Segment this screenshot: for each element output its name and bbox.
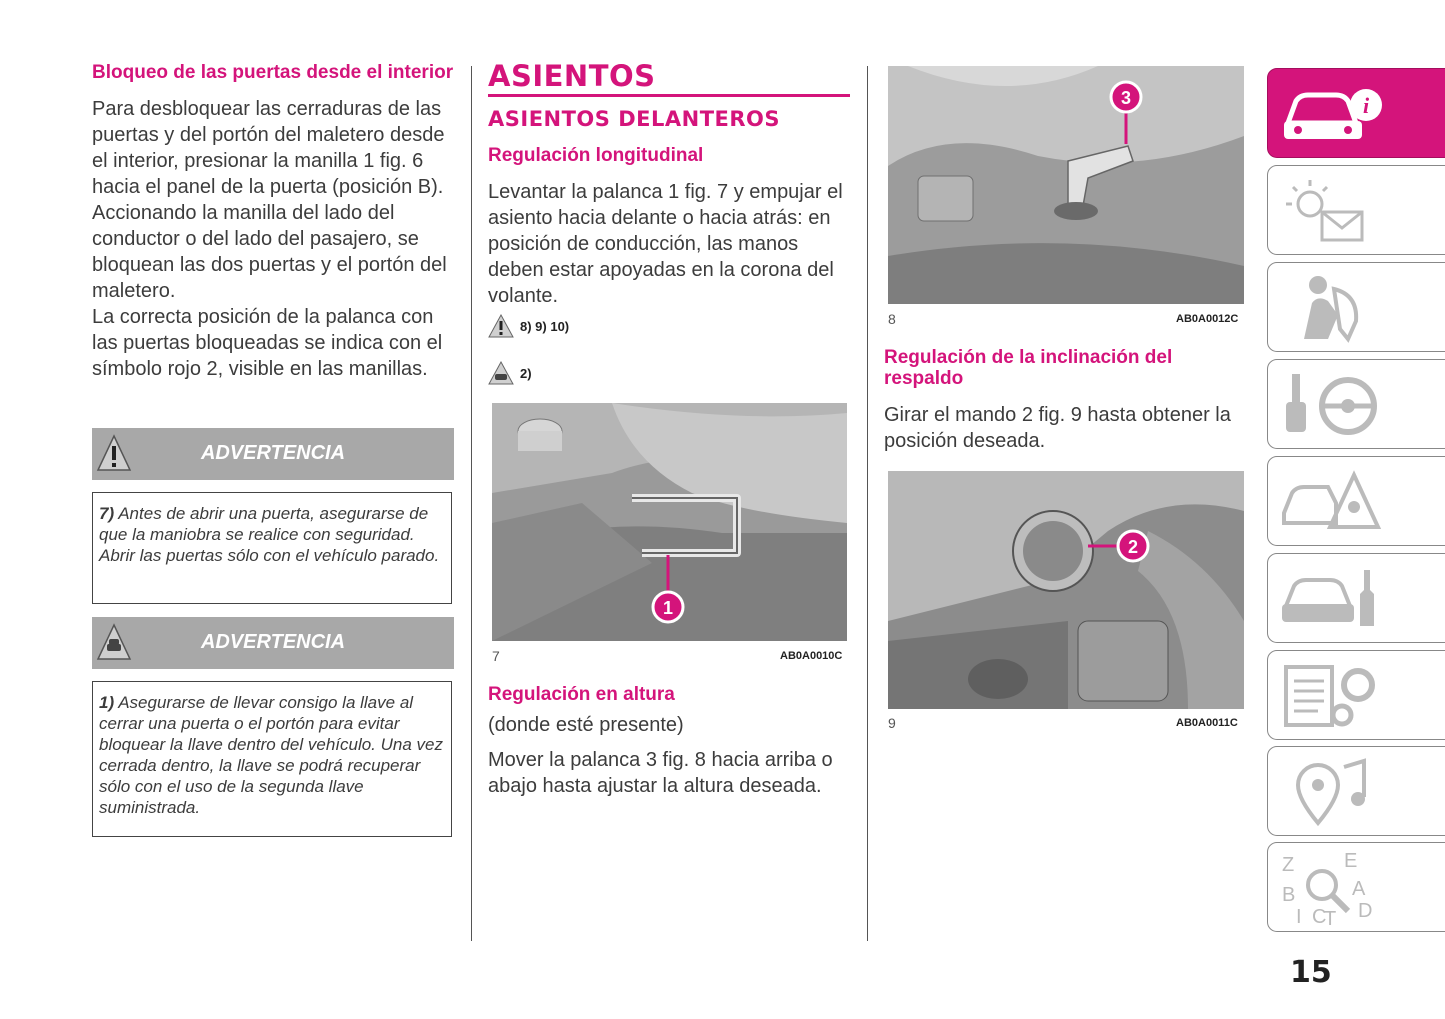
warning-text: Asegurarse de llevar consigo la llave al cerrar una puerta o el portón para evitar bloquear la llave dentro del vehículo. Una vez cerrada dentro, la llave se podrá recuperar sólo con el uso de la segunda llave suministrada. bbox=[99, 693, 443, 817]
environment-references bbox=[488, 361, 532, 385]
recline-knob-illustration bbox=[888, 471, 1244, 709]
section-title: ASIENTOS DELANTEROS bbox=[488, 107, 781, 131]
figure-callout: 2 bbox=[1127, 537, 1139, 557]
warning-title: ADVERTENCIA bbox=[200, 631, 346, 653]
reference-numbers: 2) bbox=[520, 365, 532, 381]
emergency-icon bbox=[1278, 463, 1388, 539]
figure-7-image bbox=[492, 403, 847, 641]
tab-emergency[interactable] bbox=[1267, 456, 1445, 546]
column-divider bbox=[867, 66, 868, 941]
tab-driving[interactable] bbox=[1267, 359, 1445, 449]
note: (donde esté presente) bbox=[488, 714, 684, 736]
safety-icon bbox=[1278, 269, 1388, 345]
figure-code: AB0A0011C bbox=[1176, 717, 1238, 729]
tab-car-info[interactable] bbox=[1267, 68, 1445, 158]
figure-number: 9 bbox=[888, 715, 896, 731]
maintenance-icon bbox=[1278, 560, 1388, 636]
page-number: 15 bbox=[1290, 955, 1332, 990]
environment-warning-icon bbox=[488, 361, 514, 385]
warning-number: 7) bbox=[99, 504, 115, 523]
figure-callout: 1 bbox=[662, 598, 674, 618]
column-2-lower bbox=[488, 684, 850, 799]
tab-index[interactable] bbox=[1267, 842, 1445, 932]
section-heading-recline: Regulación de la inclinación del respaldo bbox=[884, 347, 1173, 389]
svg-text:B: B bbox=[1282, 884, 1296, 906]
svg-text:A: A bbox=[1352, 878, 1366, 900]
driving-icon bbox=[1278, 366, 1388, 442]
tab-safety[interactable] bbox=[1267, 262, 1445, 352]
svg-text:I: I bbox=[1296, 906, 1302, 925]
figure-code: AB0A0010C bbox=[780, 650, 843, 662]
svg-text:C: C bbox=[1312, 906, 1327, 925]
seat-height-lever-illustration bbox=[888, 66, 1244, 304]
section-heading-door-lock: Bloqueo de las puertas desde el interior bbox=[92, 62, 454, 83]
column-2 bbox=[488, 60, 850, 309]
warning-box-2 bbox=[92, 681, 452, 837]
warning-box-1 bbox=[92, 492, 452, 604]
tab-specs[interactable] bbox=[1267, 650, 1445, 740]
reference-numbers: 8) 9) 10) bbox=[520, 318, 570, 334]
warning-number: 1) bbox=[99, 693, 115, 712]
warning-bar-1 bbox=[92, 428, 454, 480]
lights-icon bbox=[1278, 172, 1388, 248]
title-rule bbox=[488, 94, 850, 97]
paragraph: Para desbloquear las cerraduras de las puertas y del portón del maletero desde el interior, presionar la manilla 1 fig. 6 hacia el panel de la puerta (posición B). Accionando la manilla del lado del conductor o del lado del pasajero, se bloquean las dos puertas y el portón del maletero. bbox=[92, 98, 447, 302]
warning-triangle-icon bbox=[488, 314, 514, 338]
section-heading-height: Regulación en altura bbox=[488, 684, 675, 705]
figure-callout: 3 bbox=[1120, 88, 1132, 108]
svg-text:i: i bbox=[1362, 93, 1370, 118]
figure-9-image bbox=[888, 471, 1244, 709]
tab-lights[interactable] bbox=[1267, 165, 1445, 255]
warning-bar-2 bbox=[92, 617, 454, 669]
svg-text:E: E bbox=[1344, 850, 1358, 872]
column-divider bbox=[471, 66, 472, 941]
warning-title: ADVERTENCIA bbox=[200, 442, 346, 464]
figure-8-image bbox=[888, 66, 1244, 304]
section-heading-longitudinal: Regulación longitudinal bbox=[488, 145, 704, 166]
paragraph: Levantar la palanca 1 fig. 7 y empujar el asiento hacia delante o hacia atrás: en posición de conducción, las manos deben estar apoyadas en la corona del volante. bbox=[488, 181, 843, 307]
svg-text:T: T bbox=[1324, 908, 1337, 925]
index-icon bbox=[1278, 849, 1388, 925]
figure-number: 7 bbox=[492, 648, 500, 664]
figure-number: 8 bbox=[888, 311, 896, 327]
paragraph: La correcta posición de la palanca con las puertas bloqueadas se indica con el símbolo rojo 2, visible en las manillas. bbox=[92, 306, 443, 380]
svg-text:Z: Z bbox=[1282, 854, 1295, 876]
paragraph: Mover la palanca 3 fig. 8 hacia arriba o abajo hasta ajustar la altura deseada. bbox=[488, 749, 833, 797]
column-3-text bbox=[884, 347, 1244, 454]
paragraph: Girar el mando 2 fig. 9 hasta obtener la posición deseada. bbox=[884, 404, 1231, 452]
column-1 bbox=[92, 62, 456, 382]
seat-lever-illustration bbox=[492, 403, 847, 641]
svg-text:D: D bbox=[1358, 900, 1373, 922]
tab-multimedia[interactable] bbox=[1267, 746, 1445, 836]
tab-maintenance[interactable] bbox=[1267, 553, 1445, 643]
page-title: ASIENTOS bbox=[488, 59, 656, 93]
car-info-icon bbox=[1278, 75, 1388, 151]
warning-references bbox=[488, 314, 569, 338]
warning-text: Antes de abrir una puerta, asegurarse de que la maniobra se realice con seguridad. Abrir las puertas sólo con el vehículo parado. bbox=[99, 504, 440, 565]
figure-code: AB0A0012C bbox=[1176, 313, 1239, 325]
specs-icon bbox=[1278, 657, 1388, 733]
multimedia-icon bbox=[1278, 753, 1388, 829]
